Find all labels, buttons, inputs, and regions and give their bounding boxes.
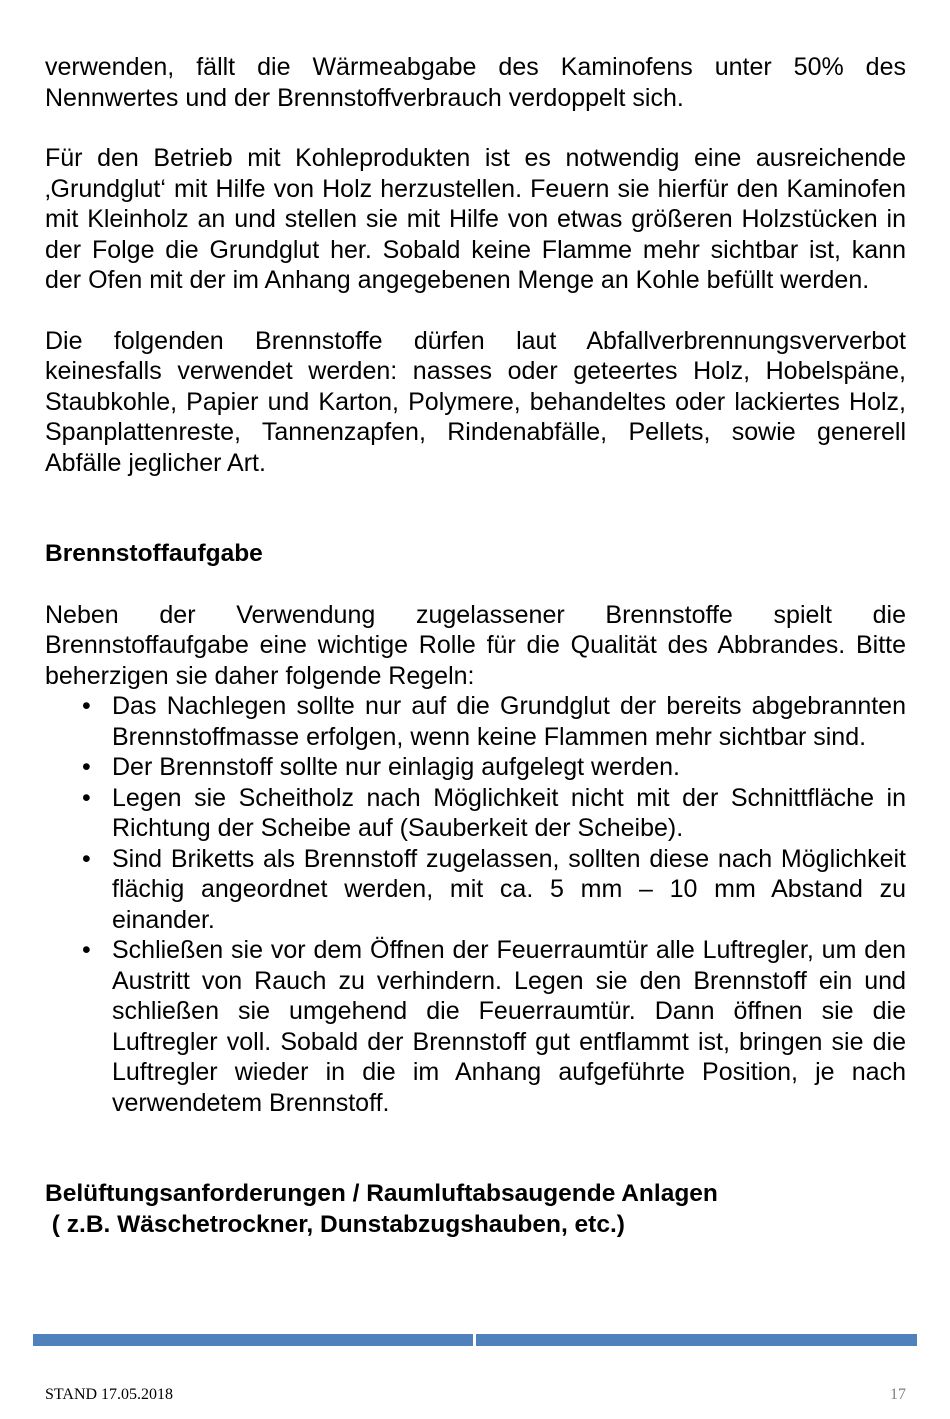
rule-text: Schließen sie vor dem Öffnen der Feuerraumtür alle Luftregler, um den Austritt von Rauch zu verhindern. Legen sie den Brennstoff ein und schließen sie umgehend die Feuerraumtür. Dann öffnen sie die Luftregler voll. Sobald der Brennstoff gut entflammt ist, bringen sie die Luftregler wieder in die im Anhang aufgeführte Position, je nach verwendetem Brennstoff.: [112, 936, 906, 1117]
bullet-icon: •: [82, 936, 91, 964]
list-item: [45, 783, 906, 844]
section-heading-belueftung-sub: ( z.B. Wäschetrockner, Dunstabzugshauben, etc.): [45, 1210, 625, 1238]
rules-list: [45, 691, 906, 1118]
footer-bar: [33, 1334, 917, 1346]
rule-text: Sind Briketts als Brennstoff zugelassen, sollten diese nach Möglichkeit flächig angeordnet werden, mit ca. 5 mm – 10 mm Abstand zu einander.: [112, 844, 906, 934]
paragraph-efficiency: verwenden, fällt die Wärmeabgabe des Kaminofens unter 50% des Nennwertes und der Brennstoffverbrauch verdoppelt sich.: [45, 53, 906, 112]
footer-date: STAND 17.05.2018: [45, 1386, 174, 1403]
rule-text: Legen sie Scheitholz nach Möglichkeit nicht mit der Schnittfläche in Richtung der Scheibe auf (Sauberkeit der Scheibe).: [112, 783, 906, 842]
list-item: [45, 935, 906, 1118]
rule-text: Der Brennstoff sollte nur einlagig aufgelegt werden.: [112, 753, 680, 781]
bullet-icon: •: [82, 783, 91, 812]
rule-text: Das Nachlegen sollte nur auf die Grundglut der bereits abgebrannten Brennstoffmasse erfolgen, wenn keine Flammen mehr sichtbar sind.: [112, 692, 906, 751]
page-number: 17: [890, 1386, 906, 1403]
page-content: [45, 52, 906, 1240]
bullet-icon: •: [82, 753, 91, 781]
bullet-icon: •: [82, 844, 91, 873]
paragraph-coal-operation: Für den Betrieb mit Kohleprodukten ist es notwendig eine ausreichende ‚Grundglut‘ mit Hilfe von Holz herzustellen. Feuern sie hierfür den Kaminofen mit Kleinholz an und stellen sie mit Hilfe von etwas größeren Holzstücken in der Folge die Grundglut her. Sobald keine Flamme mehr sichtbar ist, kann der Ofen mit der im Anhang angegebenen Menge an Kohle befüllt werden.: [45, 144, 906, 294]
section-heading-belueftung: Belüftungsanforderungen / Raumluftabsaugende Anlagen: [45, 1180, 718, 1207]
list-item: [45, 691, 906, 752]
section-intro: Neben der Verwendung zugelassener Brennstoffe spielt die Brennstoffaufgabe eine wichtige Rolle für die Qualität des Abbrandes. Bitte beherzigen sie daher folgende Regeln:: [45, 600, 906, 690]
section-heading-brennstoffaufgabe: Brennstoffaufgabe: [45, 540, 263, 567]
footer-bar-divider: [473, 1334, 476, 1346]
paragraph-forbidden-fuels: Die folgenden Brennstoffe dürfen laut Abfallverbrennungsververbot keinesfalls verwendet werden: nasses oder geteertes Holz, Hobelspäne, Staubkohle, Papier und Karton, Polymere, behandeltes oder lackiertes Holz, Spanplattenreste, Tannenzapfen, Rindenabfälle, Pellets, sowie generell Abfälle jeglicher Art.: [45, 326, 906, 477]
list-item: [45, 844, 906, 936]
list-item: [45, 752, 906, 783]
bullet-icon: •: [82, 692, 91, 720]
